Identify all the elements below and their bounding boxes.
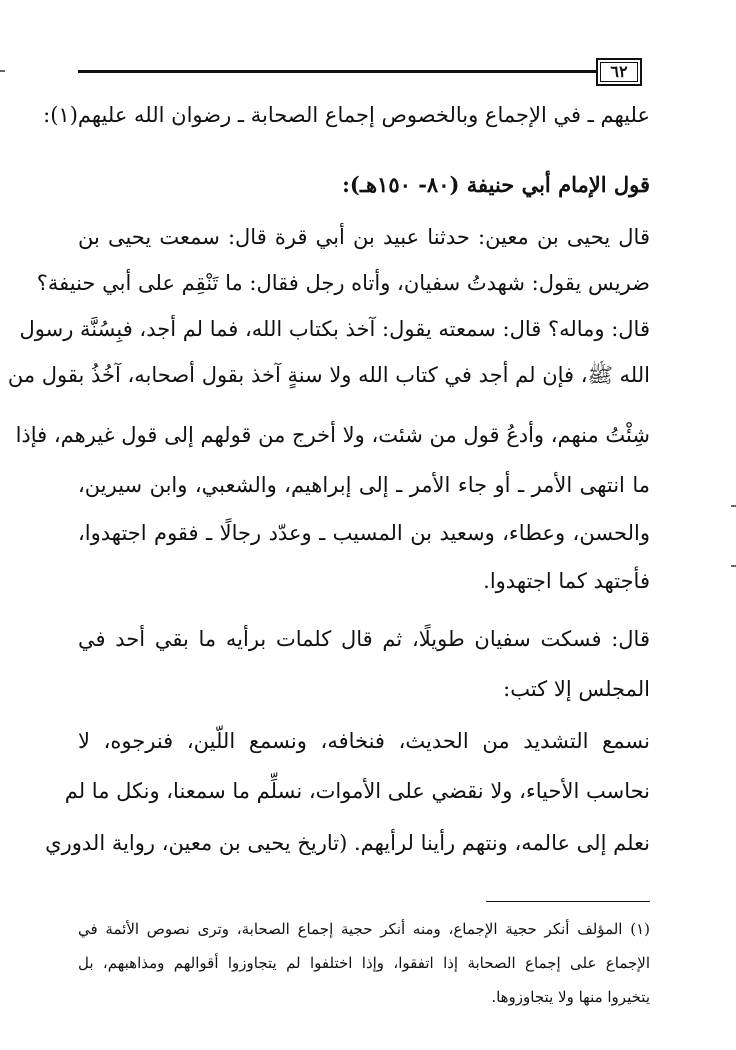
scan-edge-mark	[731, 505, 736, 507]
body-line-10: فأجتهد كما اجتهدوا.	[483, 569, 650, 593]
body-line-13: نسمع التشديد من الحديث، فنخافه، ونسمع اللّين، فنرجوه، لا	[78, 729, 650, 753]
footnote-rule	[486, 901, 650, 902]
scan-edge-mark	[731, 565, 736, 567]
body-line-15: نعلم إلى عالمه، ونتهم رأينا لرأيهم. (تاريخ يحيى بن معين، رواية الدوري	[45, 831, 650, 855]
footnote-line-3: يتخيروا منها ولا يتجاوزوها.	[491, 988, 650, 1006]
page-number: ٦٢	[600, 62, 638, 82]
body-line-11: قال: فسكت سفيان طويلًا، ثم قال كلمات برأيه ما بقي أحد في	[78, 627, 650, 651]
body-line-1: عليهم ـ في الإجماع وبالخصوص إجماع الصحابة ـ رضوان الله عليهم(١):	[43, 103, 650, 127]
section-heading: قول الإمام أبي حنيفة (٨٠- ١٥٠هـ):	[342, 172, 650, 197]
footnote-line-2: الإجماع على إجماع الصحابة إذا اتفقوا، وإذا اختلفوا لم يتجاوزوا أقوالهم ومذاهبهم، بل	[78, 954, 650, 972]
page-number-box	[596, 58, 642, 86]
body-line-14: نحاسب الأحياء، ولا نقضي على الأموات، نسلِّم ما سمعنا، ونكل ما لم	[64, 779, 650, 803]
body-line-5: قال: وماله؟ قال: سمعته يقول: آخذ بكتاب الله، فما لم أجد، فبِسُنَّة رسول	[19, 317, 650, 341]
footnote-line-1: (١) المؤلف أنكر حجية الإجماع، ومنه أنكر حجية إجماع الصحابة، وترى نصوص الأئمة في	[78, 920, 650, 938]
header-rule	[78, 70, 596, 73]
body-line-9: والحسن، وعطاء، وسعيد بن المسيب ـ وعدّد رجالًا ـ فقوم اجتهدوا،	[78, 521, 650, 545]
body-line-8: ما انتهى الأمر ـ أو جاء الأمر ـ إلى إبراهيم، والشعبي، وابن سيرين،	[78, 473, 650, 497]
body-line-6: الله ﷺ، فإن لم أجد في كتاب الله ولا سنةٍ آخذ بقول أصحابه، آخُذُ بقول من	[7, 363, 650, 387]
body-line-4: ضريس يقول: شهدتُ سفيان، وأتاه رجل فقال: ما تَنْقِم على أبي حنيفة؟	[36, 271, 650, 295]
body-line-7: شِئْتُ منهم، وأدعُ قول من شئت، ولا أخرج من قولهم إلى قول غيرهم، فإذا	[15, 423, 650, 447]
body-line-12: المجلس إلا كتب:	[503, 677, 650, 701]
body-line-3: قال يحيى بن معين: حدثنا عبيد بن أبي قرة قال: سمعت يحيى بن	[78, 225, 650, 249]
scan-edge-mark	[0, 70, 5, 72]
